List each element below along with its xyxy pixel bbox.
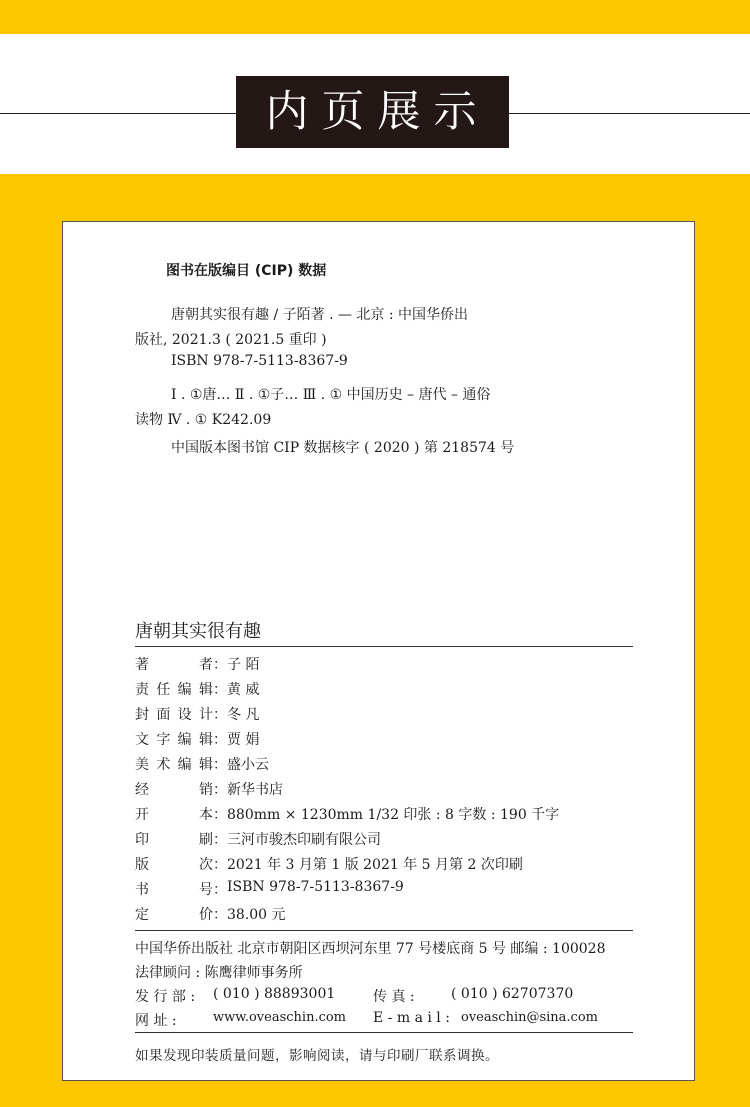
info-label: 美 术 编 辑 — [135, 757, 213, 773]
banner-rule-left — [0, 113, 236, 114]
info-value: 2021 年 3 月第 1 版 2021 年 5 月第 2 次印刷 — [227, 857, 523, 873]
info-colon: ： — [213, 857, 227, 873]
info-row — [135, 879, 404, 899]
info-label: 封 面 设 计 — [135, 707, 213, 723]
info-value: 880mm × 1230mm 1/32 印张 : 8 字数 : 190 千字 — [227, 807, 560, 823]
cip-line-5: 读物 Ⅳ . ① K242.09 — [135, 412, 272, 428]
info-row — [135, 654, 259, 674]
banner-rule-right — [509, 113, 750, 114]
info-row — [135, 779, 283, 799]
info-colon: ： — [213, 782, 227, 798]
info-label: 开 本 — [135, 807, 213, 823]
info-colon: ： — [213, 832, 227, 848]
fax-label: 传 真 : — [373, 989, 415, 1005]
info-label: 著 者 — [135, 657, 213, 673]
cip-line-1: 唐朝其实很有趣 / 子陌著 . — 北京 : 中国华侨出 — [171, 307, 469, 323]
info-label: 文 字 编 辑 — [135, 732, 213, 748]
info-row — [135, 829, 381, 849]
info-value: 盛小云 — [227, 757, 269, 773]
info-label: 书 号 — [135, 882, 213, 898]
cip-line-3: ISBN 978-7-5113-8367-9 — [171, 353, 348, 369]
info-colon: ： — [213, 657, 227, 673]
cip-line-4: Ⅰ . ①唐… Ⅱ . ①子… Ⅲ . ① 中国历史 – 唐代 – 通俗 — [171, 387, 491, 403]
dept-label: 发 行 部 : — [135, 989, 196, 1005]
info-colon: ： — [213, 807, 227, 823]
info-row — [135, 704, 259, 724]
info-label: 版 次 — [135, 857, 213, 873]
legal-line: 法律顾问 : 陈鹰律师事务所 — [135, 965, 303, 981]
banner-title: 内页展示 — [236, 76, 509, 148]
publisher-line: 中国华侨出版社 北京市朝阳区西坝河东里 77 号楼底商 5 号 邮编 : 100028 — [135, 941, 606, 957]
info-row — [135, 904, 286, 924]
info-value: 新华书店 — [227, 782, 283, 798]
email-value: oveaschin@sina.com — [461, 1010, 598, 1025]
info-value: 三河市骏杰印刷有限公司 — [227, 832, 381, 848]
info-colon: ： — [213, 882, 227, 898]
divider — [135, 1032, 633, 1033]
dept-value: ( 010 ) 88893001 — [213, 986, 336, 1002]
info-label: 责 任 编 辑 — [135, 682, 213, 698]
info-value: 冬 凡 — [227, 707, 260, 723]
copyright-page — [62, 221, 695, 1081]
info-value: 子 陌 — [227, 657, 260, 673]
info-row — [135, 729, 259, 749]
info-colon: ： — [213, 682, 227, 698]
info-label: 定 价 — [135, 907, 213, 923]
info-row — [135, 804, 559, 824]
info-value: 38.00 元 — [227, 907, 286, 923]
web-value: www.oveaschin.com — [213, 1010, 347, 1025]
info-value: 黄 威 — [227, 682, 260, 698]
fax-value: ( 010 ) 62707370 — [451, 986, 574, 1002]
info-label: 经 销 — [135, 782, 213, 798]
divider — [135, 646, 633, 647]
web-label: 网 址 : — [135, 1013, 177, 1029]
info-value: ISBN 978-7-5113-8367-9 — [227, 879, 404, 895]
cip-line-2: 版社, 2021.3 ( 2021.5 重印 ) — [135, 332, 327, 348]
book-title: 唐朝其实很有趣 — [135, 621, 261, 642]
info-row — [135, 754, 269, 774]
info-row — [135, 679, 259, 699]
info-value: 贾 娟 — [227, 732, 260, 748]
quality-notice: 如果发现印装质量问题，影响阅读，请与印刷厂联系调换。 — [135, 1048, 499, 1064]
info-label: 印 刷 — [135, 832, 213, 848]
divider — [135, 930, 633, 931]
info-colon: ： — [213, 907, 227, 923]
info-colon: ： — [213, 707, 227, 723]
info-colon: ： — [213, 757, 227, 773]
cip-line-6: 中国版本图书馆 CIP 数据核字 ( 2020 ) 第 218574 号 — [171, 440, 515, 456]
info-row — [135, 854, 523, 874]
email-label: E - m a i l : — [373, 1010, 450, 1026]
cip-heading: 图书在版编目 (CIP) 数据 — [166, 263, 327, 279]
info-colon: ： — [213, 732, 227, 748]
